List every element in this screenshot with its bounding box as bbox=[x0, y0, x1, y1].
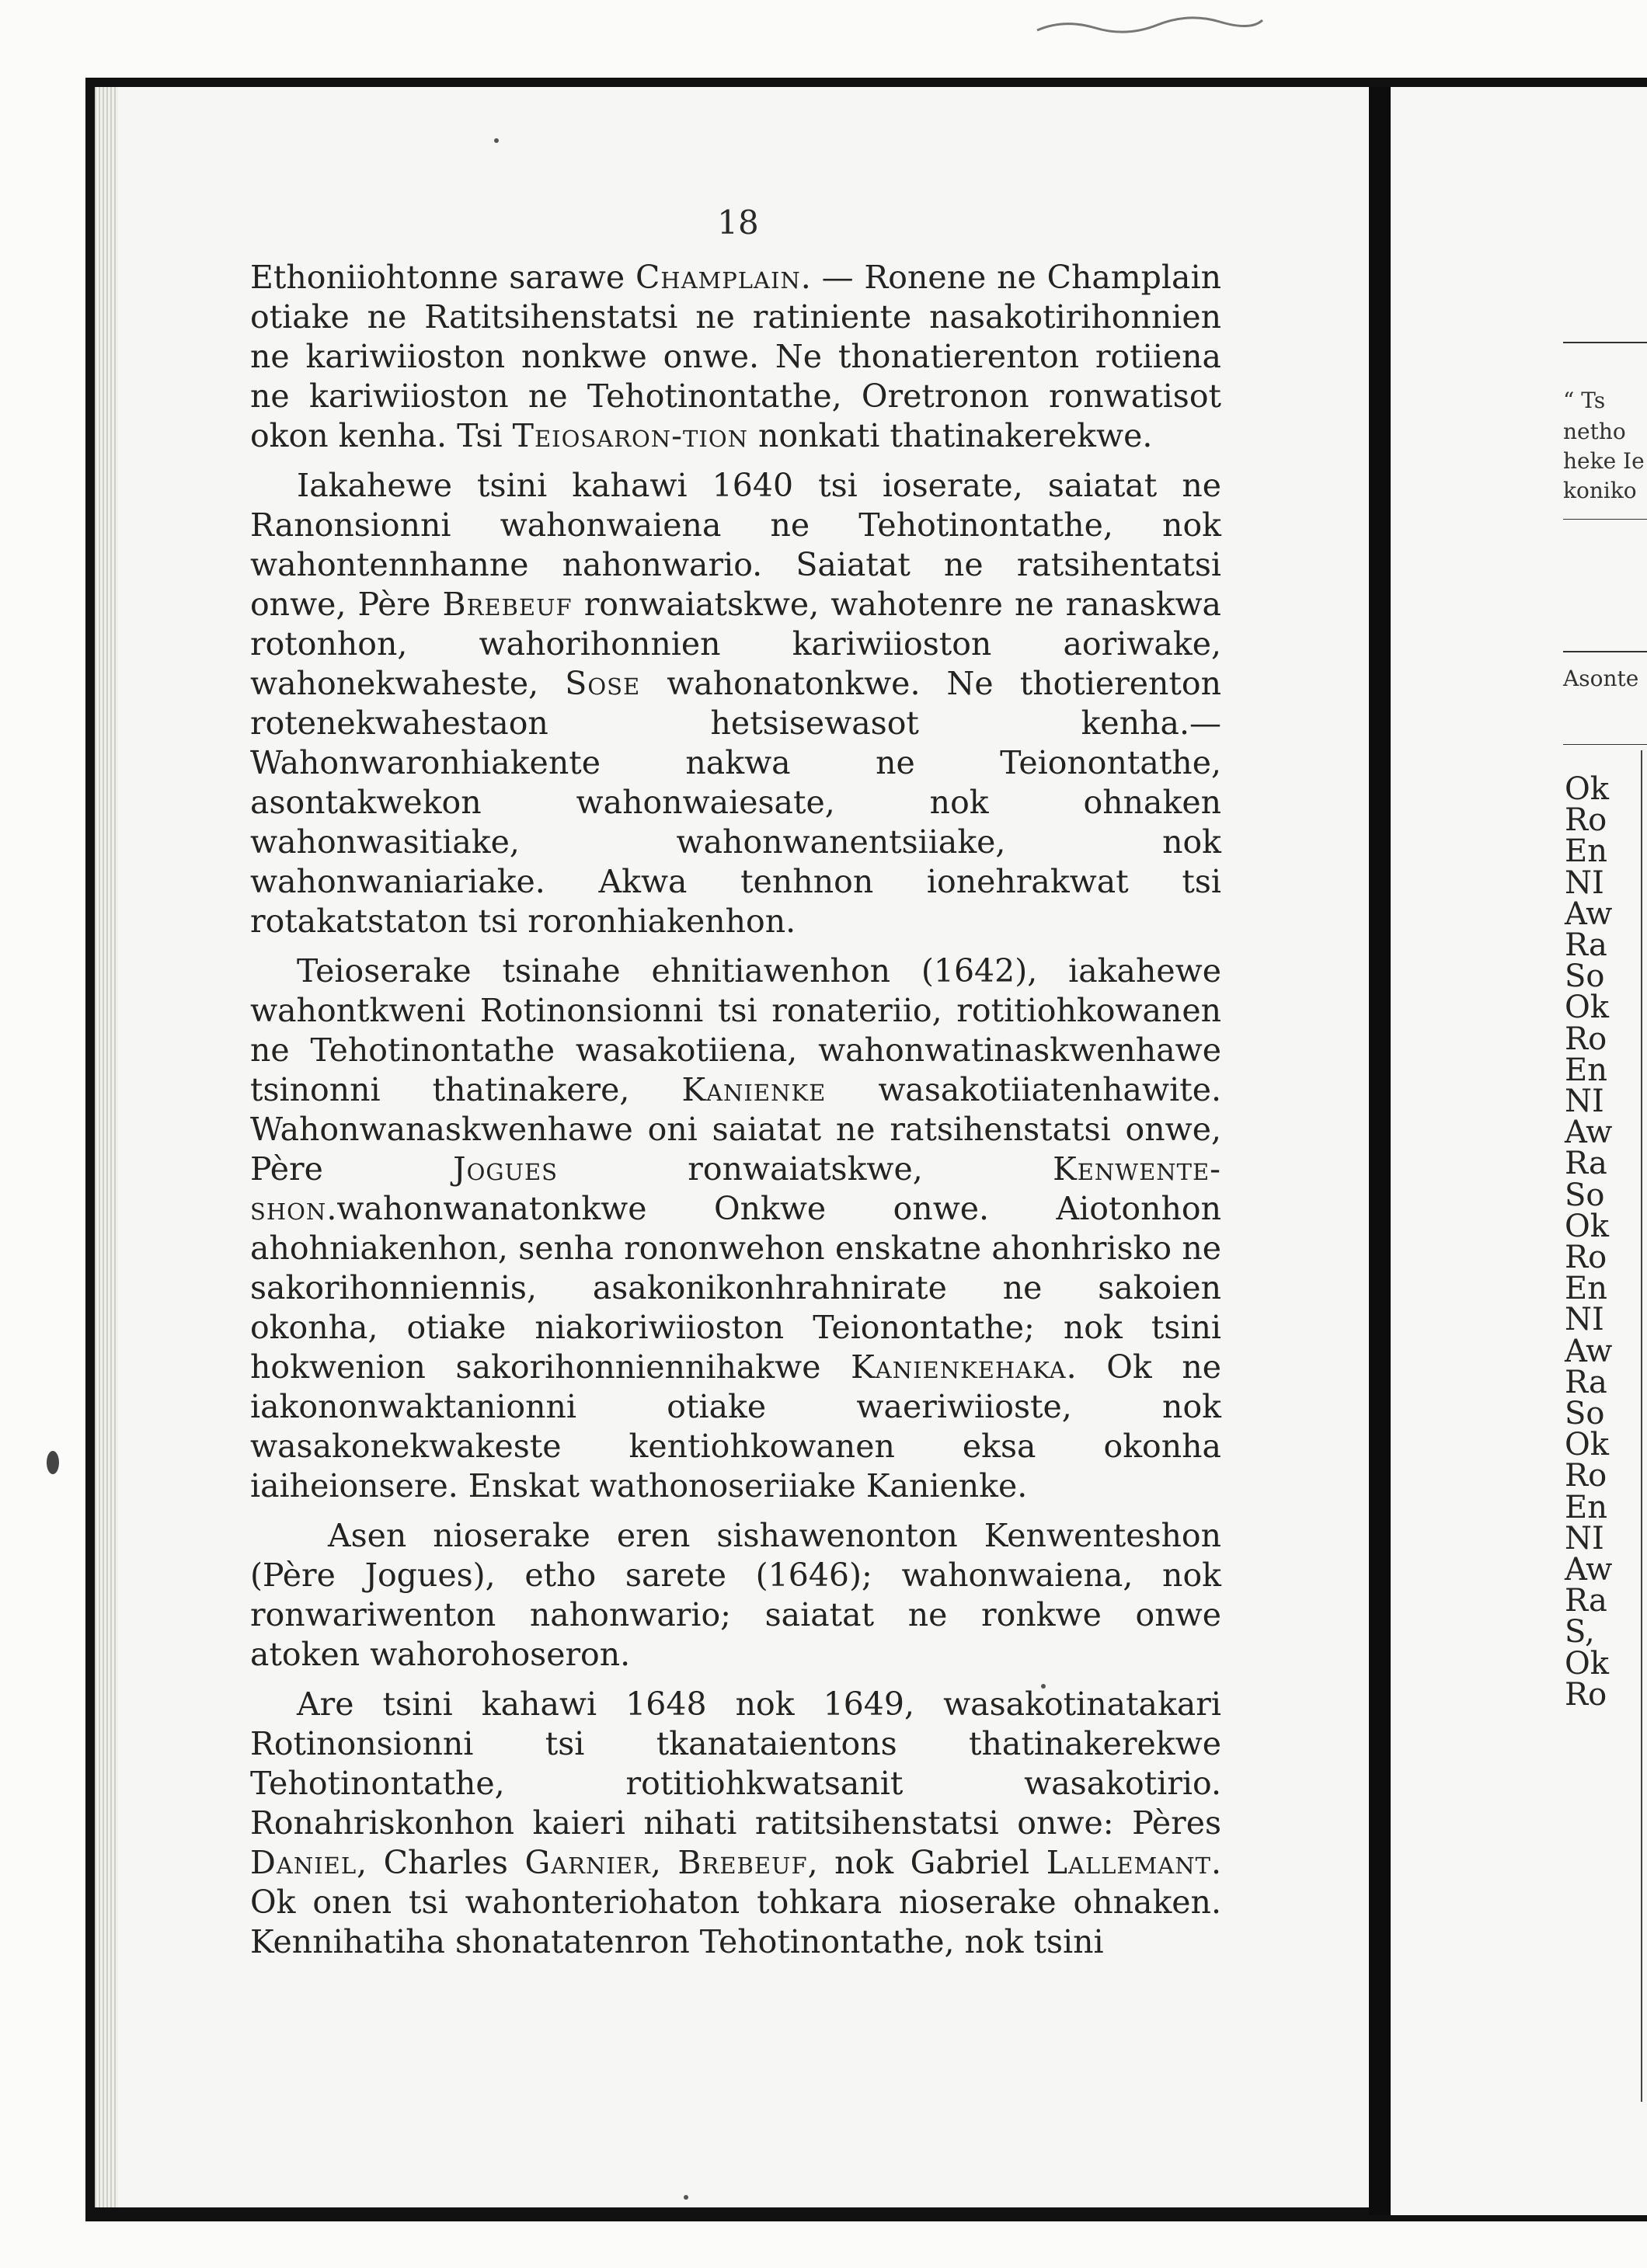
text-run: , nok Gabriel bbox=[807, 1844, 1046, 1881]
list-item: Ra bbox=[1565, 1364, 1607, 1400]
list-item: Ok bbox=[1565, 990, 1610, 1026]
paragraph-5 bbox=[250, 1685, 1221, 1962]
proper-name: Jogues bbox=[453, 1150, 559, 1188]
proper-name: Daniel bbox=[250, 1844, 357, 1881]
proper-name: Brebeuf bbox=[677, 1844, 808, 1881]
text-run: ronwaiatskwe, bbox=[558, 1150, 1053, 1188]
right-page-heading: Asonte bbox=[1563, 666, 1639, 691]
list-item: So bbox=[1565, 1177, 1605, 1213]
right-page-rule bbox=[1563, 519, 1647, 520]
text-run: nonkati thatinakerekwe. bbox=[747, 417, 1153, 454]
list-item: Aw bbox=[1565, 1552, 1613, 1588]
list-item: So bbox=[1565, 958, 1605, 995]
speck bbox=[494, 138, 499, 143]
list-item: Ra bbox=[1565, 1146, 1607, 1182]
text-run: Iakahewe tsini kahawi 1640 tsi ioserate, saiatat ne Ranonsionni wahonwaiena ne Tehotinontathe, nok wahontennhanne nahonwario. Saiatat ne ratsihentatsi onwe, Père bbox=[250, 467, 1221, 623]
list-item: NI bbox=[1565, 1084, 1604, 1120]
paragraph-4 bbox=[250, 1516, 1221, 1675]
list-item: En bbox=[1565, 1489, 1607, 1525]
speck bbox=[684, 2195, 688, 2200]
paragraph-3 bbox=[250, 951, 1221, 1506]
page-edges bbox=[95, 87, 118, 2207]
list-item: Ro bbox=[1565, 1458, 1607, 1494]
body-text bbox=[250, 258, 1221, 1962]
list-item: NI bbox=[1565, 1302, 1604, 1338]
paragraph-1 bbox=[250, 258, 1221, 456]
proper-name: Sose bbox=[565, 665, 641, 702]
text-run: , Charles bbox=[357, 1844, 525, 1881]
ink-blot bbox=[47, 1451, 59, 1474]
list-item: Ok bbox=[1565, 771, 1610, 807]
text-run: Ethoniiohtonne sarawe bbox=[250, 259, 635, 296]
list-item: S, bbox=[1565, 1614, 1595, 1651]
list-item: Ro bbox=[1565, 1021, 1607, 1057]
right-page-fragment: heke Ie bbox=[1563, 448, 1645, 474]
proper-name: Kanienkehaka bbox=[851, 1348, 1067, 1386]
proper-name: Kenwente-shon bbox=[250, 1150, 1222, 1227]
proper-name: Garnier bbox=[524, 1844, 651, 1881]
list-item: Ok bbox=[1565, 1208, 1610, 1244]
proper-name: Kanienke bbox=[681, 1071, 827, 1108]
list-item: Ro bbox=[1565, 1676, 1607, 1713]
proper-name: Brebeuf bbox=[442, 586, 573, 623]
right-page-fragment: “ Ts bbox=[1563, 388, 1606, 413]
book-gutter bbox=[1369, 87, 1391, 2215]
page-number: 18 bbox=[717, 203, 759, 242]
text-run: wahonatonkwe. Ne thotierenton rotenekwahestaon hetsisewasot kenha.—Wahonwaronhiakente nakwa ne Teionontathe, asontakwekon wahonwaiesate, nok ohnaken wahonwasitiake, wahonwanentsiiake, nok wahonwaniariake. Akwa tenhnon ionehrakwat tsi rotakatstaton tsi roronhiakenhon. bbox=[250, 665, 1221, 940]
list-item: NI bbox=[1565, 1520, 1604, 1557]
proper-name: Champlain bbox=[635, 259, 801, 296]
list-item: Ro bbox=[1565, 1240, 1607, 1276]
list-item: Ok bbox=[1565, 1427, 1610, 1463]
pencil-mark bbox=[1033, 11, 1266, 42]
list-item: En bbox=[1565, 1271, 1607, 1307]
text-run: ronwaiatskwe, wahotenre ne ranaskwa rotonhon, wahorihonnien kariwiioston aoriwake, wahonekwaheste, bbox=[250, 586, 1221, 702]
right-page-list bbox=[1565, 771, 1642, 1713]
text-run: Teioserake tsinahe ehnitiawenhon (1642), iakahewe wahontkweni Rotinonsionni tsi ronateriio, rotitiohkowanen ne Tehotinontathe wasakotiiena, wahonwatinaskwenhawe tsinonni thatinakere, bbox=[250, 952, 1221, 1108]
text-run: . Ok onen tsi wahonteriohaton tohkara nioserake ohnaken. Kennihatiha shonatatenron Tehotinontathe, nok tsini bbox=[250, 1844, 1221, 1960]
right-page-fragment: koniko bbox=[1563, 478, 1637, 503]
text-run: wasakotiiatenhawite. Wahonwanaskwenhawe oni saiatat ne ratsihenstatsi onwe, Père bbox=[250, 1071, 1221, 1188]
list-item: NI bbox=[1565, 864, 1604, 901]
list-item: En bbox=[1565, 833, 1607, 870]
text-run: , bbox=[650, 1844, 678, 1881]
list-item: Ro bbox=[1565, 802, 1607, 839]
list-item: So bbox=[1565, 1396, 1605, 1432]
right-page-rule bbox=[1563, 651, 1647, 652]
text-run: . — Ronene ne Champlain otiake ne Ratitsihenstatsi ne ratiniente nasakotirihonnien ne kariwiioston nonkwe onwe. Ne thonatierenton rotiiena ne kariwiioston ne Tehotinontathe, Oretronon ronwatisot okon kenha. Tsi bbox=[250, 259, 1221, 454]
list-item: Aw bbox=[1565, 896, 1613, 932]
list-item: Ok bbox=[1565, 1645, 1610, 1682]
text-run: . Ok ne iakononwaktanionni otiake waeriwiioste, nok wasakonekwakeste kentiohkowanen eksa okonha iaiheionsere. Enskat wathonoseriiake Kanienke. bbox=[250, 1348, 1221, 1504]
right-page-column-line bbox=[1641, 750, 1642, 2102]
list-item: Aw bbox=[1565, 1115, 1613, 1151]
proper-name: Teiosaron-tion bbox=[512, 417, 748, 454]
list-item: Ra bbox=[1565, 1583, 1607, 1619]
right-page-rule bbox=[1563, 744, 1647, 745]
right-page-rule bbox=[1563, 342, 1647, 343]
paragraph-2 bbox=[250, 466, 1221, 941]
list-item: Ra bbox=[1565, 927, 1607, 964]
text-run: Are tsini kahawi 1648 nok 1649, wasakotinatakari Rotinonsionni tsi tkanataientons thatinakerekwe Tehotinontathe, rotitiohkwatsanit wasakotirio. Ronahriskonhon kaieri nihati ratitsihenstatsi onwe: Pères bbox=[250, 1685, 1221, 1842]
text-run: Asen nioserake eren sishawenonton Kenwenteshon (Père Jogues), etho sarete (1646); wahonwaiena, nok ronwariwenton nahonwario; saiatat ne ronkwe onwe atoken wahorohoseron. bbox=[250, 1517, 1221, 1673]
list-item: En bbox=[1565, 1052, 1607, 1088]
list-item: Aw bbox=[1565, 1333, 1613, 1369]
text-run: .wahonwanatonkwe Onkwe onwe. Aiotonhon ahohniakenhon, senha rononwehon enskatne ahonhrisko ne sakorihonniennis, asakonikonhrahnirate ne sakoien okonha, otiake niakoriwiioston Teionontathe; nok tsini hokwenion sakorihonniennihakwe bbox=[250, 1190, 1221, 1386]
proper-name: Lallemant bbox=[1046, 1844, 1211, 1881]
right-page-fragment: netho bbox=[1563, 419, 1626, 444]
